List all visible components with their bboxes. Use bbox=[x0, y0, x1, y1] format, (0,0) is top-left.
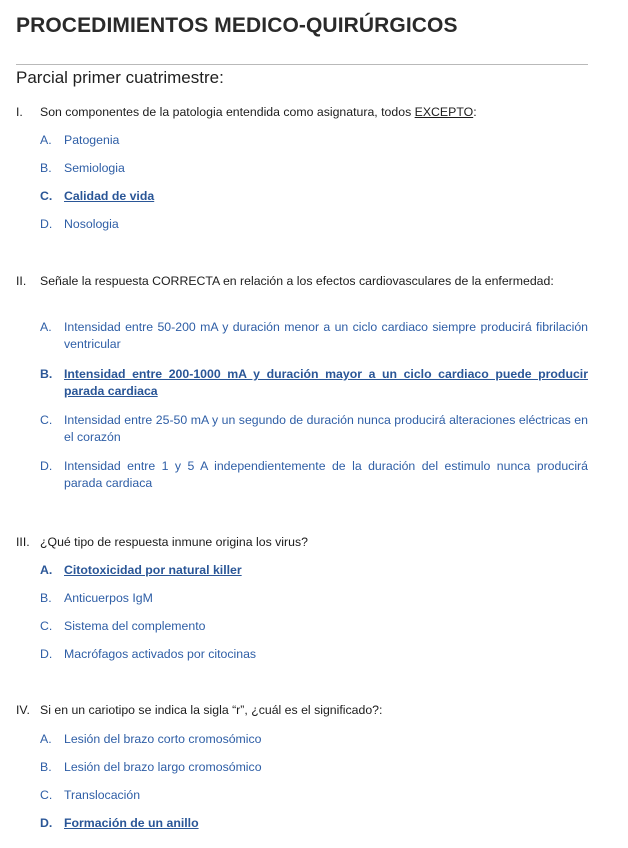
option-text: Intensidad entre 1 y 5 A independientemente de la duración del estimulo nunca producirá parada cardiaca bbox=[64, 459, 588, 490]
option-text: Anticuerpos IgM bbox=[64, 591, 153, 605]
option-text: Lesión del brazo corto cromosómico bbox=[64, 732, 262, 746]
question-number: III. bbox=[16, 535, 30, 549]
question-text bbox=[40, 104, 588, 121]
option-4d-correct[interactable] bbox=[40, 815, 588, 832]
option-letter: D. bbox=[40, 816, 53, 830]
option-letter: C. bbox=[40, 189, 53, 203]
document-title: PROCEDIMIENTOS MEDICO-QUIRÚRGICOS bbox=[16, 14, 458, 37]
question-text: Si en un cariotipo se indica la sigla “r”, ¿cuál es el significado?: bbox=[40, 703, 383, 717]
option-letter: D. bbox=[40, 459, 53, 473]
option-letter: D. bbox=[40, 217, 53, 231]
question-1 bbox=[16, 104, 588, 121]
question-number: IV. bbox=[16, 703, 30, 717]
option-text: Patogenia bbox=[64, 133, 120, 147]
question-2 bbox=[16, 273, 588, 290]
option-letter: B. bbox=[40, 591, 52, 605]
question-number: II. bbox=[16, 274, 27, 288]
option-text: Lesión del brazo largo cromosómico bbox=[64, 760, 262, 774]
option-4b[interactable] bbox=[40, 759, 588, 776]
option-text: Formación de un anillo bbox=[64, 816, 199, 830]
question-text-part: : bbox=[473, 105, 477, 119]
option-text: Intensidad entre 50-200 mA y duración menor a un ciclo cardiaco siempre producirá fibrilación ventricular bbox=[64, 320, 588, 351]
option-letter: B. bbox=[40, 367, 53, 381]
option-letter: A. bbox=[40, 563, 53, 577]
option-text: Intensidad entre 25-50 mA y un segundo de duración nunca producirá alteraciones eléctricas en el corazón bbox=[64, 413, 588, 444]
question-4 bbox=[16, 702, 588, 719]
document-subtitle: Parcial primer cuatrimestre: bbox=[16, 68, 224, 87]
option-letter: C. bbox=[40, 413, 53, 427]
option-1a[interactable] bbox=[40, 132, 588, 149]
question-3 bbox=[16, 534, 588, 551]
question-text: ¿Qué tipo de respuesta inmune origina los virus? bbox=[40, 535, 308, 549]
option-text: Semiologia bbox=[64, 161, 125, 175]
option-3a-correct[interactable] bbox=[40, 562, 588, 579]
option-letter: D. bbox=[40, 647, 53, 661]
question-number: I. bbox=[16, 105, 23, 119]
option-letter: B. bbox=[40, 760, 52, 774]
option-text: Intensidad entre 200-1000 mA y duración mayor a un ciclo cardiaco puede producir parada cardiaca bbox=[64, 367, 588, 398]
option-4a[interactable] bbox=[40, 731, 588, 748]
question-text: Señale la respuesta CORRECTA en relación a los efectos cardiovasculares de la enfermedad: bbox=[40, 274, 554, 288]
option-text: Nosologia bbox=[64, 217, 119, 231]
option-2b-correct[interactable] bbox=[40, 366, 588, 400]
option-3c[interactable] bbox=[40, 618, 588, 635]
option-3d[interactable] bbox=[40, 646, 588, 663]
option-text: Sistema del complemento bbox=[64, 619, 206, 633]
option-text: Translocación bbox=[64, 788, 141, 802]
option-1d[interactable] bbox=[40, 216, 588, 233]
question-text-emphasis: EXCEPTO bbox=[414, 105, 474, 119]
option-4c[interactable] bbox=[40, 787, 588, 804]
option-letter: A. bbox=[40, 133, 52, 147]
option-letter: A. bbox=[40, 320, 52, 334]
option-1c-correct[interactable] bbox=[40, 188, 588, 205]
option-2d[interactable] bbox=[40, 458, 588, 492]
option-letter: C. bbox=[40, 788, 53, 802]
option-1b[interactable] bbox=[40, 160, 588, 177]
option-2c[interactable] bbox=[40, 412, 588, 446]
option-text: Citotoxicidad por natural killer bbox=[64, 563, 242, 577]
option-text: Macrófagos activados por citocinas bbox=[64, 647, 257, 661]
option-letter: B. bbox=[40, 161, 52, 175]
option-text: Calidad de vida bbox=[64, 189, 155, 203]
option-letter: A. bbox=[40, 732, 52, 746]
option-3b[interactable] bbox=[40, 590, 588, 607]
question-text-part: Son componentes de la patologia entendida como asignatura, todos bbox=[40, 105, 415, 119]
option-2a[interactable] bbox=[40, 319, 588, 353]
option-letter: C. bbox=[40, 619, 53, 633]
title-divider bbox=[16, 64, 588, 65]
